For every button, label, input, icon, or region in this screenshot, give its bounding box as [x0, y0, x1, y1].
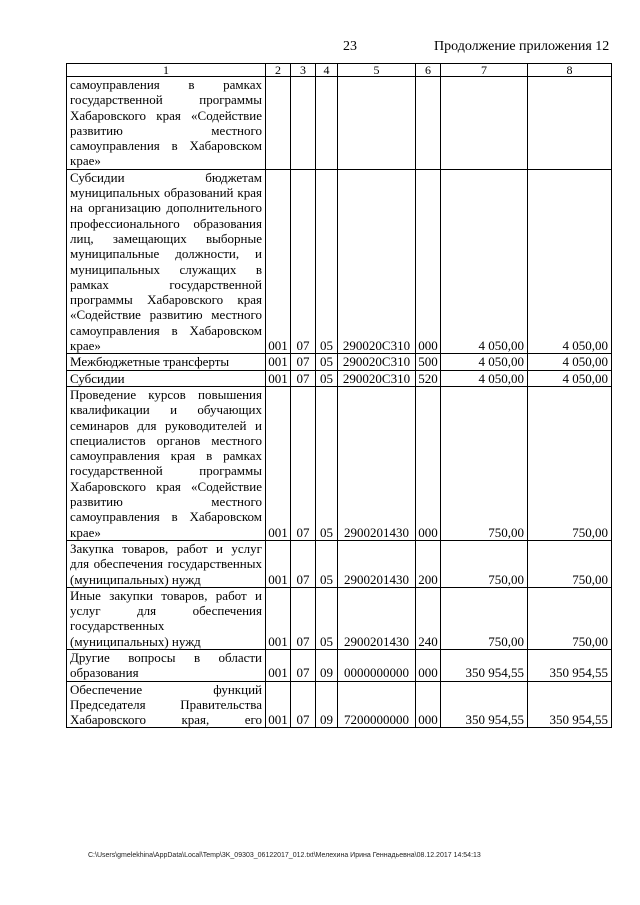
row-name: Субсидии: [67, 370, 266, 386]
cell-ministry: 001: [266, 354, 291, 370]
row-name: Закупка товаров, работ и услуг для обеспечения государственных (муниципальных) нужд: [67, 540, 266, 587]
cell-subsection: 05: [316, 354, 338, 370]
cell-target-article: 2900201430: [338, 540, 416, 587]
cell-amount-col8: 750,00: [528, 587, 612, 649]
cell-amount-col8: [528, 77, 612, 170]
column-header: 1: [67, 64, 266, 77]
cell-ministry: 001: [266, 370, 291, 386]
row-name: Другие вопросы в области образования: [67, 649, 266, 681]
cell-expense-type: 000: [416, 386, 441, 540]
cell-amount-col7: 750,00: [441, 386, 528, 540]
table-row: [67, 386, 612, 540]
cell-target-article: 2900201430: [338, 386, 416, 540]
row-name: Иные закупки товаров, работ и услуг для обеспечения государственных (муниципальных) нужд: [67, 587, 266, 649]
cell-target-article: 290020С310: [338, 354, 416, 370]
cell-target-article: [338, 77, 416, 170]
cell-amount-col7: 4 050,00: [441, 354, 528, 370]
cell-subsection: 05: [316, 587, 338, 649]
row-name: Проведение курсов повышения квалификации и обучающих семинаров для руководителей и специалистов органов местного самоуправления края в рамках государственной программы Хабаровского края «Содействие развитию местного самоуправления в Хабаровском крае»: [67, 386, 266, 540]
cell-section: 07: [291, 587, 316, 649]
cell-ministry: 001: [266, 681, 291, 728]
cell-expense-type: 000: [416, 649, 441, 681]
column-header: 2: [266, 64, 291, 77]
cell-ministry: 001: [266, 169, 291, 354]
table-row: [67, 540, 612, 587]
cell-amount-col7: 4 050,00: [441, 169, 528, 354]
column-header: 3: [291, 64, 316, 77]
cell-section: 07: [291, 681, 316, 728]
page-number: 23: [343, 39, 357, 54]
table-row: [67, 649, 612, 681]
cell-amount-col7: 750,00: [441, 587, 528, 649]
cell-expense-type: 000: [416, 681, 441, 728]
cell-subsection: 05: [316, 370, 338, 386]
cell-section: 07: [291, 540, 316, 587]
cell-subsection: 09: [316, 649, 338, 681]
cell-target-article: 290020С310: [338, 169, 416, 354]
cell-ministry: 001: [266, 386, 291, 540]
cell-expense-type: 000: [416, 169, 441, 354]
column-header: 7: [441, 64, 528, 77]
continuation-title: Продолжение приложения 12: [434, 39, 610, 54]
cell-amount-col7: 350 954,55: [441, 649, 528, 681]
cell-target-article: 7200000000: [338, 681, 416, 728]
cell-amount-col7: 4 050,00: [441, 370, 528, 386]
cell-target-article: 0000000000: [338, 649, 416, 681]
row-name: Субсидии бюджетам муниципальных образований края на организацию дополнительного профессионального образования лиц, замещающих выборные муниципальные должности, и муниципальных служащих в рамках государственной программы Хабаровского края «Содействие развитию местного самоуправления в Хабаровском крае»: [67, 169, 266, 354]
row-name: самоуправления в рамках государственной программы Хабаровского края «Содействие развитию местного самоуправления в Хабаровском крае»: [67, 77, 266, 170]
column-header: 4: [316, 64, 338, 77]
cell-amount-col7: 750,00: [441, 540, 528, 587]
file-path-footer: C:\Users\gmelekhina\AppData\Local\Temp\3K_09303_06122017_012.txt\Мелехина Ирина Геннадьевна\08.12.2017 14:54:13: [88, 852, 481, 859]
cell-subsection: 05: [316, 540, 338, 587]
cell-amount-col7: 350 954,55: [441, 681, 528, 728]
table-row: [67, 370, 612, 386]
row-name: Межбюджетные трансферты: [67, 354, 266, 370]
cell-expense-type: [416, 77, 441, 170]
cell-subsection: 05: [316, 386, 338, 540]
cell-expense-type: 500: [416, 354, 441, 370]
cell-section: 07: [291, 649, 316, 681]
cell-section: 07: [291, 370, 316, 386]
table-row: [67, 681, 612, 728]
cell-expense-type: 240: [416, 587, 441, 649]
cell-section: [291, 77, 316, 170]
table-row: [67, 169, 612, 354]
cell-amount-col8: 4 050,00: [528, 354, 612, 370]
cell-amount-col8: 350 954,55: [528, 649, 612, 681]
cell-ministry: 001: [266, 587, 291, 649]
cell-amount-col8: 4 050,00: [528, 370, 612, 386]
cell-ministry: 001: [266, 540, 291, 587]
cell-subsection: [316, 77, 338, 170]
cell-amount-col8: 4 050,00: [528, 169, 612, 354]
column-header: 8: [528, 64, 612, 77]
cell-amount-col7: [441, 77, 528, 170]
cell-amount-col8: 750,00: [528, 540, 612, 587]
column-header: 6: [416, 64, 441, 77]
table-row: [67, 354, 612, 370]
row-name: Обеспечение функций Председателя Правительства Хабаровского края, его: [67, 681, 266, 728]
cell-section: 07: [291, 386, 316, 540]
table-row: [67, 77, 612, 170]
column-header: 5: [338, 64, 416, 77]
cell-section: 07: [291, 169, 316, 354]
budget-table: [66, 63, 612, 728]
cell-expense-type: 200: [416, 540, 441, 587]
cell-amount-col8: 750,00: [528, 386, 612, 540]
table-row: [67, 587, 612, 649]
table-header-row: [67, 64, 612, 77]
cell-target-article: 2900201430: [338, 587, 416, 649]
cell-ministry: [266, 77, 291, 170]
cell-amount-col8: 350 954,55: [528, 681, 612, 728]
cell-ministry: 001: [266, 649, 291, 681]
cell-target-article: 290020С310: [338, 370, 416, 386]
cell-subsection: 05: [316, 169, 338, 354]
cell-section: 07: [291, 354, 316, 370]
cell-expense-type: 520: [416, 370, 441, 386]
cell-subsection: 09: [316, 681, 338, 728]
